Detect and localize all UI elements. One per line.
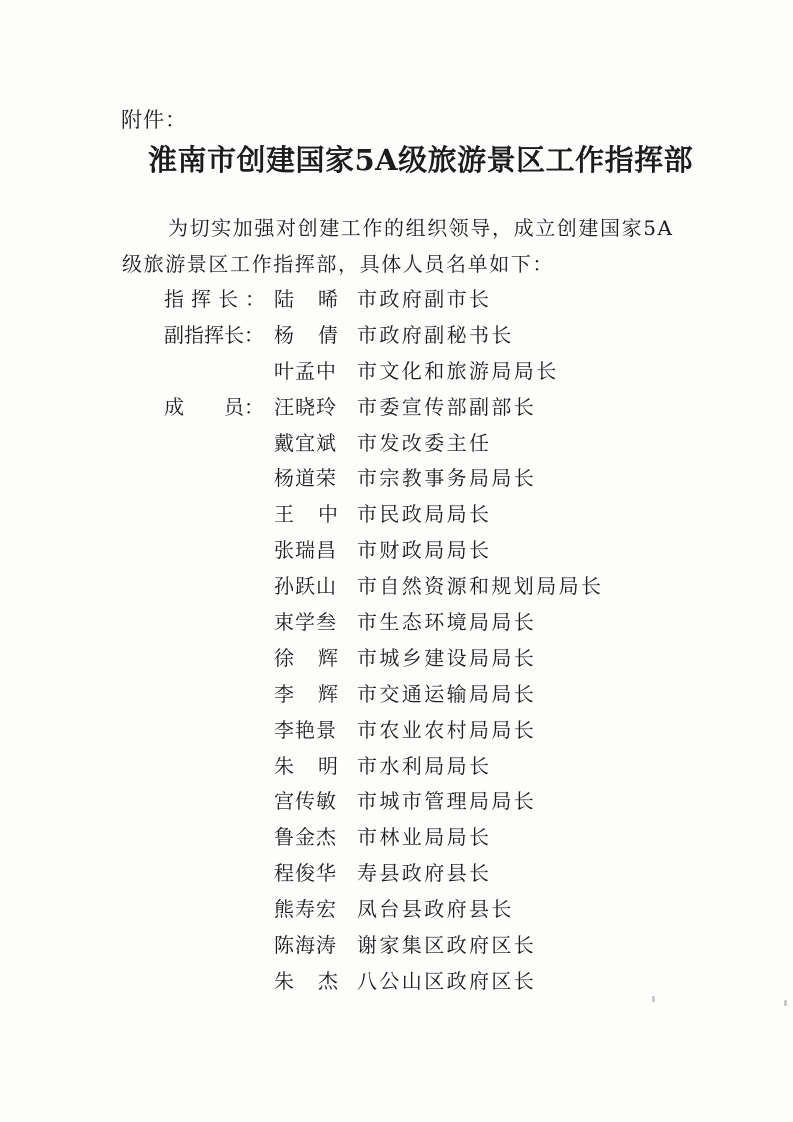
roster-row bbox=[0, 427, 793, 463]
member-name: 杨倩 bbox=[274, 322, 362, 347]
member-name: 朱明 bbox=[274, 753, 362, 778]
role-label: 成 员： bbox=[164, 394, 264, 419]
roster-row bbox=[0, 462, 793, 498]
member-position: 市林业局局长 bbox=[357, 825, 492, 850]
roster-row bbox=[0, 821, 793, 857]
member-name: 张瑞昌 bbox=[274, 538, 337, 563]
roster-row bbox=[0, 857, 793, 893]
member-position: 市财政局局长 bbox=[357, 538, 492, 563]
member-position: 凤台县政府县长 bbox=[357, 897, 514, 922]
member-name: 孙跃山 bbox=[274, 574, 337, 599]
scan-mark bbox=[784, 1000, 787, 1006]
member-name: 熊寿宏 bbox=[274, 897, 337, 922]
member-name: 朱杰 bbox=[274, 968, 362, 993]
roster-row bbox=[0, 570, 793, 606]
member-name: 王中 bbox=[274, 502, 362, 527]
member-name: 束学叁 bbox=[274, 610, 337, 635]
roster-row bbox=[0, 498, 793, 534]
member-position: 市城市管理局局长 bbox=[357, 789, 537, 814]
intro-paragraph bbox=[122, 210, 674, 282]
member-position: 市农业农村局局长 bbox=[357, 717, 537, 742]
roster-row bbox=[0, 785, 793, 821]
roster-row bbox=[0, 355, 793, 391]
member-name: 汪晓玲 bbox=[274, 394, 337, 419]
member-name: 鲁金杰 bbox=[274, 825, 337, 850]
member-position: 市政府副秘书长 bbox=[357, 322, 514, 347]
member-name: 戴宜斌 bbox=[274, 430, 337, 455]
intro-line-1: 为切实加强对创建工作的组织领导，成立创建国家5A bbox=[168, 216, 674, 240]
member-position: 市自然资源和规划局局长 bbox=[357, 574, 604, 599]
roster-row bbox=[0, 319, 793, 355]
member-position: 市交通运输局局长 bbox=[357, 681, 537, 706]
roster-row bbox=[0, 391, 793, 427]
roster-row bbox=[0, 965, 793, 1001]
member-name: 程俊华 bbox=[274, 861, 337, 886]
role-label: 副指挥长： bbox=[164, 322, 264, 347]
member-position: 寿县政府县长 bbox=[357, 861, 492, 886]
roster-row bbox=[0, 714, 793, 750]
scan-mark bbox=[652, 996, 655, 1002]
roster-row bbox=[0, 534, 793, 570]
document-title: 淮南市创建国家5A级旅游景区工作指挥部 bbox=[148, 143, 694, 177]
member-position: 市宗教事务局局长 bbox=[357, 466, 537, 491]
roster-row bbox=[0, 893, 793, 929]
member-position: 市文化和旅游局局长 bbox=[357, 358, 559, 383]
member-name: 叶孟中 bbox=[274, 358, 337, 383]
roster-row bbox=[0, 750, 793, 786]
member-position: 市城乡建设局局长 bbox=[357, 645, 537, 670]
member-name: 陈海涛 bbox=[274, 933, 337, 958]
roster-row bbox=[0, 929, 793, 965]
member-name: 徐辉 bbox=[274, 645, 362, 670]
member-name: 陆晞 bbox=[274, 287, 362, 311]
roster-row bbox=[0, 606, 793, 642]
role-label: 指挥长： bbox=[164, 287, 272, 311]
member-position: 市民政局局长 bbox=[357, 502, 492, 527]
member-position: 市政府副市长 bbox=[357, 287, 492, 311]
attachment-label: 附件： bbox=[121, 108, 187, 132]
member-name: 李艳景 bbox=[274, 717, 337, 742]
roster-row bbox=[0, 678, 793, 714]
member-position: 八公山区政府区长 bbox=[357, 968, 537, 993]
intro-line-2: 级旅游景区工作指挥部，具体人员名单如下： bbox=[122, 252, 554, 276]
member-position: 市水利局局长 bbox=[357, 753, 492, 778]
member-roster bbox=[0, 283, 793, 1001]
roster-row bbox=[0, 642, 793, 678]
member-name: 李辉 bbox=[274, 681, 362, 706]
member-name: 宫传敏 bbox=[274, 789, 337, 814]
member-position: 市发改委主任 bbox=[357, 430, 492, 455]
member-position: 市生态环境局局长 bbox=[357, 610, 537, 635]
roster-row bbox=[0, 283, 793, 319]
member-name: 杨道荣 bbox=[274, 466, 337, 491]
member-position: 谢家集区政府区长 bbox=[357, 933, 537, 958]
member-position: 市委宣传部副部长 bbox=[357, 394, 537, 419]
